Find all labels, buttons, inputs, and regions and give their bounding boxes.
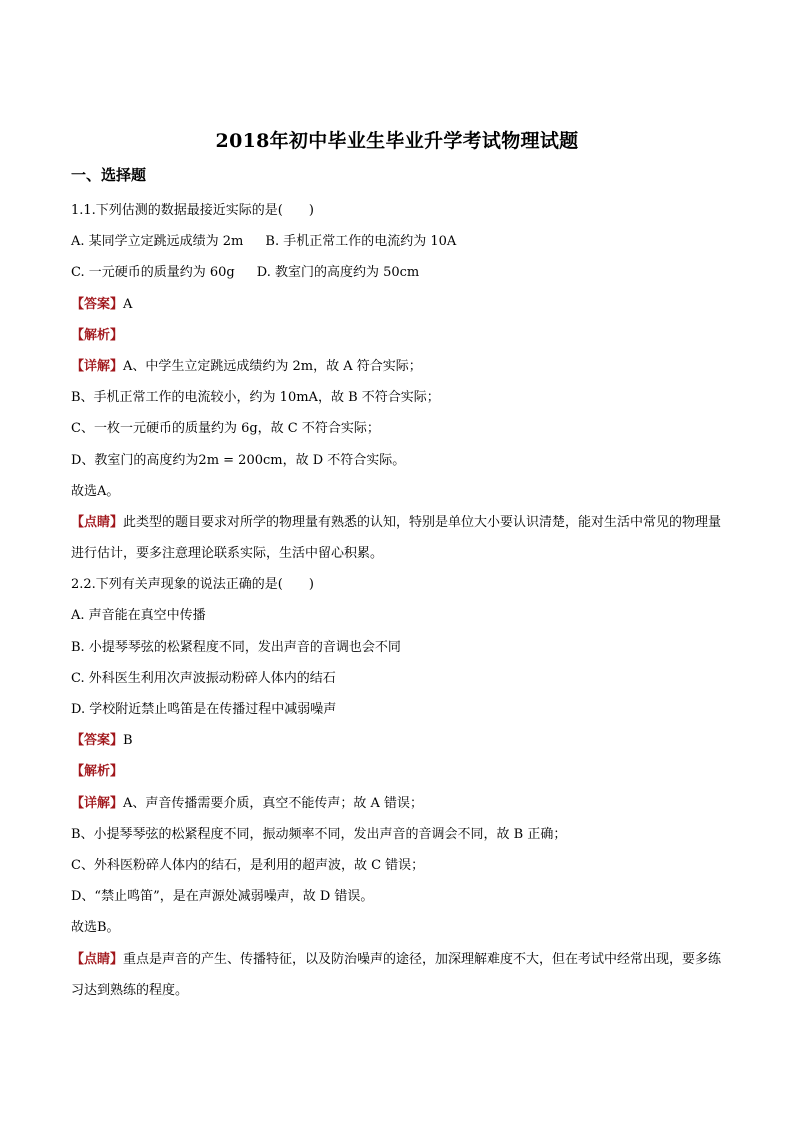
question-2-detail-d: D、“禁止鸣笛”，是在声源处减弱噪声，故 D 错误。	[71, 889, 374, 905]
comment-text: 此类型的题目要求对所学的物理量有熟悉的认知，特别是单位大小要认识清楚，能对生活中常见的物理量进行估计，要多注意理论联系实际，生活中留心积累。	[71, 514, 722, 562]
question-2-option-d: D. 学校附近禁止鸣笛是在传播过程中减弱噪声	[71, 702, 337, 718]
question-1-detail-c: C、一枚一元硬币的质量约为 6g，故 C 不符合实际；	[71, 421, 380, 437]
question-2-option-a: A. 声音能在真空中传播	[71, 608, 206, 624]
analysis-tag: 【解析】	[71, 327, 124, 343]
question-2-stem: 2.2.下列有关声现象的说法正确的是( )	[71, 577, 314, 593]
comment-text: 重点是声音的产生、传播特征，以及防治噪声的途径，加深理解难度不大，但在考试中经常出现，要多练习达到熟练的程度。	[71, 951, 722, 998]
question-1-option-b: B. 手机正常工作的电流约为 10A	[265, 234, 457, 250]
detail-tag: 【详解】	[71, 795, 124, 811]
question-2-detail-c: C、外科医粉碎人体内的结石，是利用的超声波，故 C 错误；	[71, 857, 425, 873]
question-2-choose: 故选B。	[71, 920, 120, 936]
document-body	[71, 195, 731, 1006]
question-1-options-cd	[71, 257, 731, 288]
question-2-comment	[71, 944, 731, 1006]
comment-tag: 【点睛】	[71, 514, 124, 530]
question-2-analysis	[71, 756, 731, 787]
answer-tag: 【答案】	[71, 296, 124, 312]
section-heading: 一、选择题	[71, 166, 147, 184]
question-1-option-d: D. 教室门的高度约为 50cm	[256, 265, 420, 281]
question-2-detail-a	[71, 788, 731, 819]
detail-text: A、中学生立定跳远成绩约为 2m，故 A 符合实际；	[123, 358, 422, 374]
question-2-option-c: C. 外科医生利用次声波振动粉碎人体内的结石	[71, 670, 336, 686]
question-1-analysis	[71, 320, 731, 351]
detail-tag: 【详解】	[71, 358, 124, 374]
question-1-choose: 故选A。	[71, 483, 120, 499]
detail-text: A、声音传播需要介质，真空不能传声；故 A 错误；	[123, 795, 424, 811]
question-1-stem: 1.1.下列估测的数据最接近实际的是( )	[71, 203, 314, 218]
answer-value: B	[123, 733, 133, 749]
answer-value: A	[123, 296, 133, 312]
question-1-option-a: A. 某同学立定跳远成绩为 2m	[71, 234, 244, 250]
analysis-tag: 【解析】	[71, 764, 124, 780]
question-1-option-c: C. 一元硬币的质量约为 60g	[71, 265, 235, 281]
answer-tag: 【答案】	[71, 733, 124, 749]
question-1-detail-a	[71, 351, 731, 382]
question-1-comment	[71, 507, 731, 569]
question-1-detail-d: D、教室门的高度约为2m = 200cm，故 D 不符合实际。	[71, 452, 406, 468]
question-1-answer	[71, 289, 731, 320]
question-2-detail-b: B、小提琴琴弦的松紧程度不同，振动频率不同，发出声音的音调会不同，故 B 正确；	[71, 826, 567, 842]
question-2-option-b: B. 小提琴琴弦的松紧程度不同，发出声音的音调也会不同	[71, 639, 401, 655]
comment-tag: 【点睛】	[71, 951, 124, 967]
question-1-detail-b: B、手机正常工作的电流较小，约为 10mA，故 B 不符合实际；	[71, 390, 440, 406]
question-2-answer	[71, 725, 731, 756]
page-title: 2018年初中毕业生毕业升学考试物理试题	[215, 130, 579, 152]
question-1-options-ab	[71, 226, 731, 257]
